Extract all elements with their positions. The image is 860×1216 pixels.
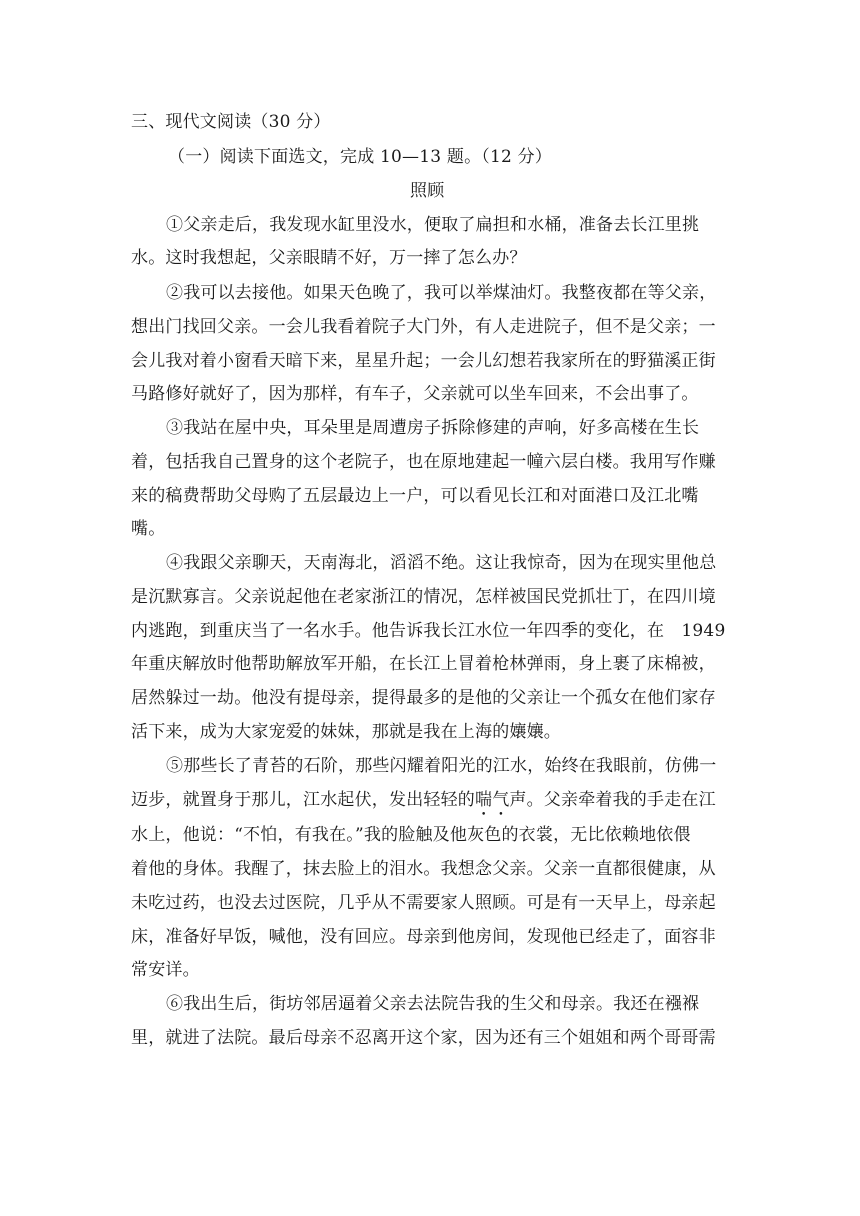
paragraph-3-line-1: ③我站在屋中央，耳朵里是周遭房子拆除修建的声响，好多高楼在生长 [166,418,700,438]
paragraph-6-line-2: 里，就进了法院。最后母亲不忍离开这个家，因为还有三个姐姐和两个哥哥需 [131,1028,716,1048]
paragraph-2-line-3: 会儿我对着小窗看天暗下来，星星升起；一会儿幻想若我家所在的野猫溪正街 [131,351,716,371]
paragraph-2-line-1: ②我可以去接他。如果天色晚了，我可以举煤油灯。我整夜都在等父亲， [166,283,717,303]
passage-title: 照顾 [410,181,445,201]
paragraph-4-line-1: ④我跟父亲聊天，天南海北，滔滔不绝。这让我惊奇，因为在现实里他总 [166,553,717,573]
paragraph-5-line-5: 未吃过药，也没去过医院，几乎从不需要家人照顾。可是有一天早上，母亲起 [131,893,716,913]
paragraph-5-line-6: 床，准备好早饭，喊他，没有回应。母亲到他房间，发现他已经走了，面容非 [131,927,716,947]
paragraph-1-line-2: 水。这时我想起，父亲眼睛不好，万一摔了怎么办？ [131,248,527,268]
paragraph-1-line-1: ①父亲走后，我发现水缸里没水，便取了扁担和水桶，准备去长江里挑 [166,215,700,235]
emphasis-suffix: 声。父亲牵着我的手走在江 [509,790,716,810]
paragraph-5-line-3: 水上，他说：“不怕，有我在。”我的脸触及他灰色的衣裳，无比依赖地依偎 [131,825,691,845]
paragraph-3-line-4: 嘴。 [131,519,166,539]
paragraph-2-line-4: 马路修好就好了，因为那样，有车子，父亲就可以坐车回来，不会出事了。 [131,384,699,404]
paragraph-3-line-2: 着，包括我自己置身的这个老院子，也在原地建起一幢六层白楼。我用写作赚 [131,452,716,472]
paragraph-4-line-5: 居然躲过一劫。他没有提母亲，提得最多的是他的父亲让一个孤女在他们家存 [131,688,716,708]
emphasis-prefix: 迈步，就置身于那儿，江水起伏，发出轻轻的 [131,790,475,810]
paragraph-4-line-4: 年重庆解放时他帮助解放军开船，在长江上冒着枪林弹雨，身上裹了床棉被， [131,654,716,674]
paragraph-5-line-7: 常安详。 [131,960,200,980]
paragraph-3-line-3: 来的稿费帮助父母购了五层最边上一户，可以看见长江和对面港口及江北嘴 [131,486,699,506]
paragraph-5-line-4: 着他的身体。我醒了，抹去脸上的泪水。我想念父亲。父亲一直都很健康，从 [131,859,716,879]
paragraph-4-line-3: 内逃跑，到重庆当了一名水手。他告诉我长江水位一年四季的变化，在 1949 [131,621,726,641]
paragraph-6-line-1: ⑥我出生后，街坊邻居逼着父亲去法院告我的生父和母亲。我还在襁褓 [166,994,700,1014]
paragraph-4-line-2: 是沉默寡言。父亲说起他在老家浙江的情况，怎样被国民党抓壮丁，在四川境 [131,587,716,607]
paragraph-5-line-1: ⑤那些长了青苔的石阶，那些闪耀着阳光的江水，始终在我眼前，仿佛一 [166,756,717,776]
emphasized-word: 喘气 [475,790,510,810]
paragraph-2-line-2: 想出门找回父亲。一会儿我看着院子大门外，有人走进院子，但不是父亲；一 [131,317,716,337]
subsection-heading: （一）阅读下面选文，完成 10—13 题。（12 分） [168,147,553,167]
paragraph-4-line-6: 活下来，成为大家宠爱的妹妹，那就是我在上海的孃孃。 [131,722,561,742]
paragraph-5-line-2 [131,790,716,820]
section-heading: 三、现代文阅读（30 分） [131,112,331,132]
